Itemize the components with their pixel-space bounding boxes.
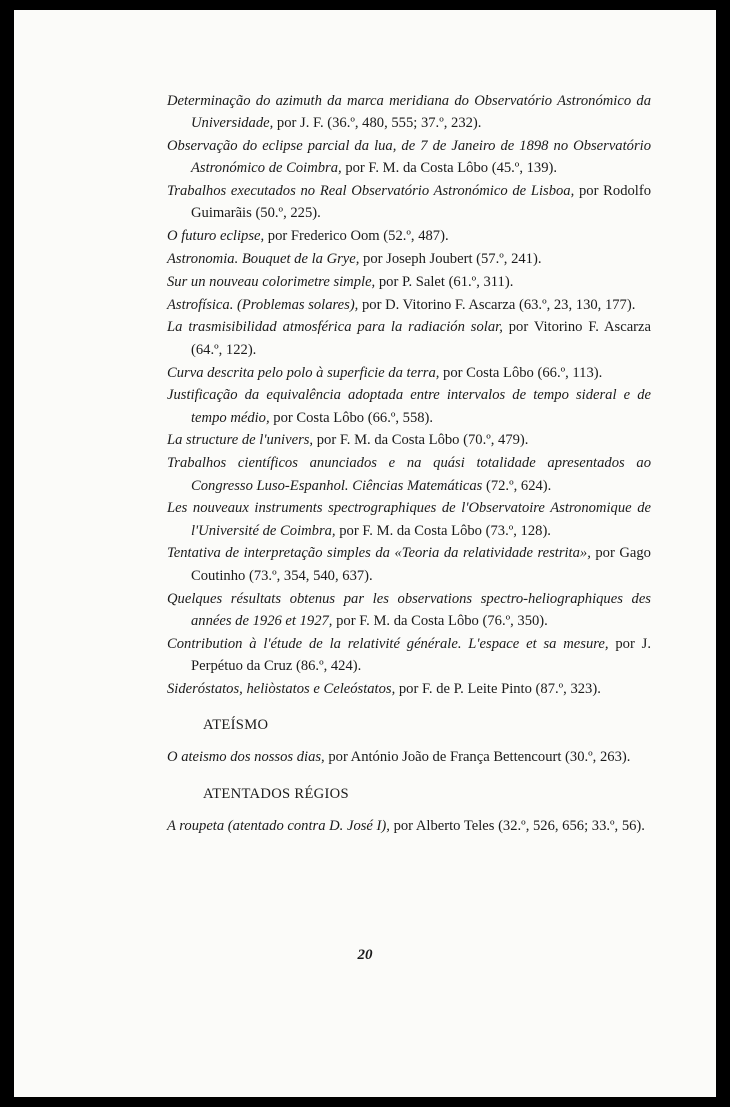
entry-reference: por Vitorino F. Ascarza (64.º, 122). (191, 319, 652, 358)
section-heading: ATENTADOS RÉGIOS (203, 785, 349, 802)
entry-title: O futuro eclipse, (167, 228, 265, 245)
index-entry (167, 588, 651, 633)
index-entry (167, 271, 651, 293)
index-entry (167, 633, 651, 678)
entry-title: Astronomia. Bouquet de la Grye, (167, 251, 360, 268)
entry-title: Sideróstatos, heliòstatos e Celeóstatos, (167, 680, 396, 697)
index-entry (167, 362, 651, 384)
index-entry (167, 452, 651, 497)
entry-title: Justificação da equivalência adoptada entre intervalos de tempo sideral e de tempo médio, (167, 387, 651, 426)
entry-title: Trabalhos científicos anunciados e na quási totalidade apresentados ao Congresso Luso-Espanhol. Ciências Matemáticas (167, 455, 651, 494)
index-entry (167, 429, 651, 451)
entry-reference: por Costa Lôbo (66.º, 558). (269, 409, 434, 426)
entry-title: Sur un nouveau colorimetre simple, (167, 273, 376, 290)
index-entry (167, 248, 651, 270)
index-entry (167, 90, 651, 135)
index-content (167, 90, 651, 838)
index-entry (167, 180, 651, 225)
entry-title: A roupeta (atentado contra D. José I), (167, 817, 390, 834)
page-number: 20 (357, 947, 373, 963)
entry-reference: por Joseph Joubert (57.º, 241). (359, 251, 542, 268)
index-entry (167, 746, 651, 768)
entry-title: Astrofísica. (Problemas solares), (167, 296, 359, 313)
entry-title: La structure de l'univers, (167, 432, 314, 449)
entry-title: Observação do eclipse parcial da lua, de 7 de Janeiro de 1898 no Observatório Astronómico de Coimbra, (167, 138, 651, 177)
entry-reference: por F. M. da Costa Lôbo (76.º, 350). (332, 612, 548, 629)
entry-reference: por Frederico Oom (52.º, 487). (264, 228, 449, 245)
index-entry (167, 678, 651, 700)
entry-title: Curva descrita pelo polo à superficie da terra, (167, 364, 440, 381)
section-heading: ATEÍSMO (203, 717, 269, 734)
entry-reference: (72.º, 624). (482, 477, 552, 494)
index-entry (167, 815, 651, 837)
entry-reference: por P. Salet (61.º, 311). (375, 273, 514, 290)
entry-reference: por F. de P. Leite Pinto (87.º, 323). (395, 680, 601, 697)
entry-title: Quelques résultats obtenus par les observations spectro-heliographiques des années de 1926 et 1927, (167, 590, 651, 629)
entry-reference: por António João de França Bettencourt (30.º, 263). (324, 749, 631, 766)
entry-title: Tentativa de interpretação simples da «Teoria da relatividade restrita», (167, 545, 591, 562)
index-entry (167, 384, 651, 429)
entry-title: La trasmisibilidad atmosférica para la radiación solar, (167, 319, 503, 336)
index-entry (167, 316, 651, 361)
entry-title: O ateismo dos nossos dias, (167, 749, 325, 766)
entry-title: Contribution à l'étude de la relativité générale. L'espace et sa mesure, (167, 635, 609, 652)
entry-reference: por D. Vitorino F. Ascarza (63.º, 23, 130, 177). (358, 296, 636, 313)
index-entry (167, 542, 651, 587)
entry-reference: por Gago Coutinho (73.º, 354, 540, 637). (191, 545, 651, 584)
entry-reference: por Alberto Teles (32.º, 526, 656; 33.º, 56). (389, 817, 645, 834)
index-entry (167, 225, 651, 247)
entry-reference: por Rodolfo Guimarãis (50.º, 225). (191, 183, 651, 222)
entry-title: Les nouveaux instruments spectrographiques de l'Observatoire Astronomique de l'Université de Coimbra, (167, 500, 651, 539)
page (14, 10, 716, 1097)
entry-reference: por F. M. da Costa Lôbo (45.º, 139). (341, 160, 558, 177)
entry-reference: por F. M. da Costa Lôbo (70.º, 479). (313, 432, 529, 449)
index-entry (167, 135, 651, 180)
entry-reference: por F. M. da Costa Lôbo (73.º, 128). (335, 522, 551, 539)
entry-title: Trabalhos executados no Real Observatório Astronómico de Lisboa, (167, 183, 575, 200)
index-entry (167, 497, 651, 542)
entry-reference: por Costa Lôbo (66.º, 113). (439, 364, 603, 381)
entry-title: Determinação do azimuth da marca meridiana do Observatório Astronómico da Universidade, (167, 93, 651, 132)
entry-reference: por J. Perpétuo da Cruz (86.º, 424). (191, 635, 651, 674)
index-entry (167, 294, 651, 316)
entry-reference: por J. F. (36.º, 480, 555; 37.º, 232). (273, 115, 482, 132)
